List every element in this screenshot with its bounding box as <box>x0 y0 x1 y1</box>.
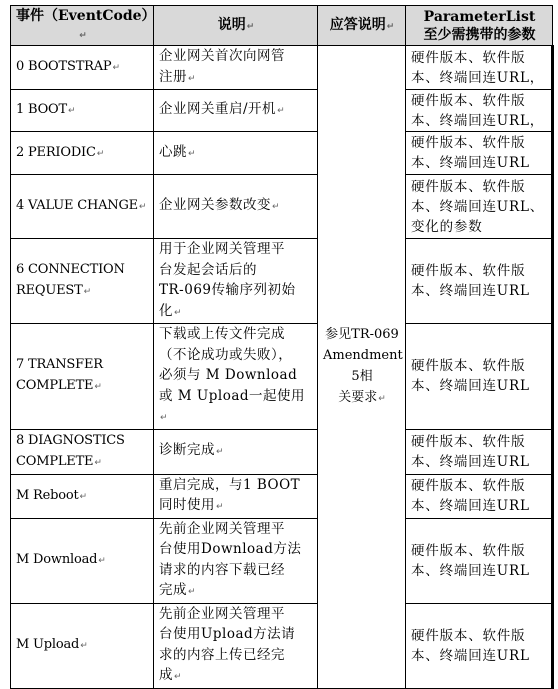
event-cell: M Upload↵ <box>11 603 154 688</box>
params-cell: 硬件版本、软件版 本、终端回连URL <box>406 324 553 430</box>
description-cell: 诊断完成↵ <box>154 429 318 474</box>
header-params: ParameterList 至少需携带的参数 <box>406 6 553 46</box>
description-cell: 企业网关重启/开机↵ <box>154 90 318 132</box>
event-cell: 8 DIAGNOSTICS COMPLETE↵ <box>11 429 154 474</box>
table-row <box>11 239 553 324</box>
cell-mark-icon: ↵ <box>246 21 255 32</box>
cell-mark-icon: ↵ <box>216 502 225 512</box>
description-cell: 心跳↵ <box>154 132 318 175</box>
event-cell: 7 TRANSFER COMPLETE↵ <box>11 324 154 430</box>
params-cell: 硬件版本、软件版 本、终端回连URL、 变化的参数 <box>406 175 553 239</box>
description-cell: 企业网关首次向网管 注册↵ <box>154 46 318 90</box>
cell-mark-icon: ↵ <box>386 21 395 32</box>
table-row <box>11 46 553 90</box>
table-row <box>11 518 553 603</box>
params-cell: 硬件版本、软件版 本、终端回连URL <box>406 603 553 688</box>
cell-mark-icon: ↵ <box>160 413 169 423</box>
cell-mark-icon: ↵ <box>96 148 105 159</box>
cell-mark-icon: ↵ <box>79 30 87 41</box>
params-cell: 硬件版本、软件版 本、终端回连URL <box>406 132 553 175</box>
event-cell: 6 CONNECTION REQUEST↵ <box>11 239 154 324</box>
cell-mark-icon: ↵ <box>83 287 91 297</box>
description-cell: 重启完成，与1 BOOT 同时使用↵ <box>154 474 318 518</box>
event-cell: 1 BOOT↵ <box>11 90 154 132</box>
table-row <box>11 175 553 239</box>
response-cell: 参见TR-069 Amendment 5相 关要求↵ <box>318 46 406 689</box>
table-row <box>11 603 553 688</box>
event-cell: M Reboot↵ <box>11 474 154 518</box>
event-code-table <box>10 5 554 689</box>
description-cell: 先前企业网关管理平 台使用Download方法 请求的内容下载已经 完成↵ <box>154 518 318 603</box>
params-cell: 硬件版本、软件版 本、终端回连URL <box>406 474 553 518</box>
header-event: 事件（EventCode）↵ <box>11 6 154 46</box>
cell-mark-icon: ↵ <box>174 672 183 682</box>
cell-mark-icon: ↵ <box>94 457 102 468</box>
table-row <box>11 429 553 474</box>
header-response: 应答说明↵ <box>318 6 406 46</box>
header-row <box>11 6 553 46</box>
event-cell: 4 VALUE CHANGE↵ <box>11 175 154 239</box>
cell-mark-icon: ↵ <box>216 447 225 458</box>
event-cell: M Download↵ <box>11 518 154 603</box>
table-row <box>11 474 553 518</box>
event-cell: 2 PERIODIC↵ <box>11 132 154 175</box>
header-description: 说明↵ <box>154 6 318 46</box>
cell-mark-icon: ↵ <box>98 556 106 566</box>
description-cell: 企业网关参数改变↵ <box>154 175 318 239</box>
cell-mark-icon: ↵ <box>94 382 102 393</box>
table-row <box>11 324 553 430</box>
cell-mark-icon: ↵ <box>272 202 281 213</box>
cell-mark-icon: ↵ <box>79 491 87 502</box>
event-cell: 0 BOOTSTRAP↵ <box>11 46 154 90</box>
params-cell: 硬件版本、软件版 本、终端回连URL， <box>406 90 553 132</box>
cell-mark-icon: ↵ <box>188 148 197 159</box>
description-cell: 用于企业网关管理平 台发起会话后的 TR-069传输序列初始 化↵ <box>154 239 318 324</box>
cell-mark-icon: ↵ <box>174 307 183 318</box>
table-row <box>11 132 553 175</box>
params-cell: 硬件版本、软件版 本、终端回连URL， <box>406 46 553 90</box>
cell-mark-icon: ↵ <box>378 393 386 404</box>
cell-mark-icon: ↵ <box>112 63 120 73</box>
description-cell: 先前企业网关管理平 台使用Upload方法请 求的内容上传已经完 成↵ <box>154 603 318 688</box>
cell-mark-icon: ↵ <box>67 106 76 116</box>
params-cell: 硬件版本、软件版 本、终端回连URL <box>406 239 553 324</box>
cell-mark-icon: ↵ <box>138 202 147 212</box>
params-cell: 硬件版本、软件版 本、终端回连URL <box>406 518 553 603</box>
table-row <box>11 90 553 132</box>
params-cell: 硬件版本、软件版 本、终端回连URL <box>406 429 553 474</box>
cell-mark-icon: ↵ <box>80 641 88 651</box>
description-cell: 下载或上传文件完成 （不论成功或失败）， 必须与 M Download 或 M Upload一起使用↵ <box>154 324 318 430</box>
cell-mark-icon: ↵ <box>188 73 197 84</box>
cell-mark-icon: ↵ <box>188 587 197 597</box>
cell-mark-icon: ↵ <box>277 106 286 117</box>
